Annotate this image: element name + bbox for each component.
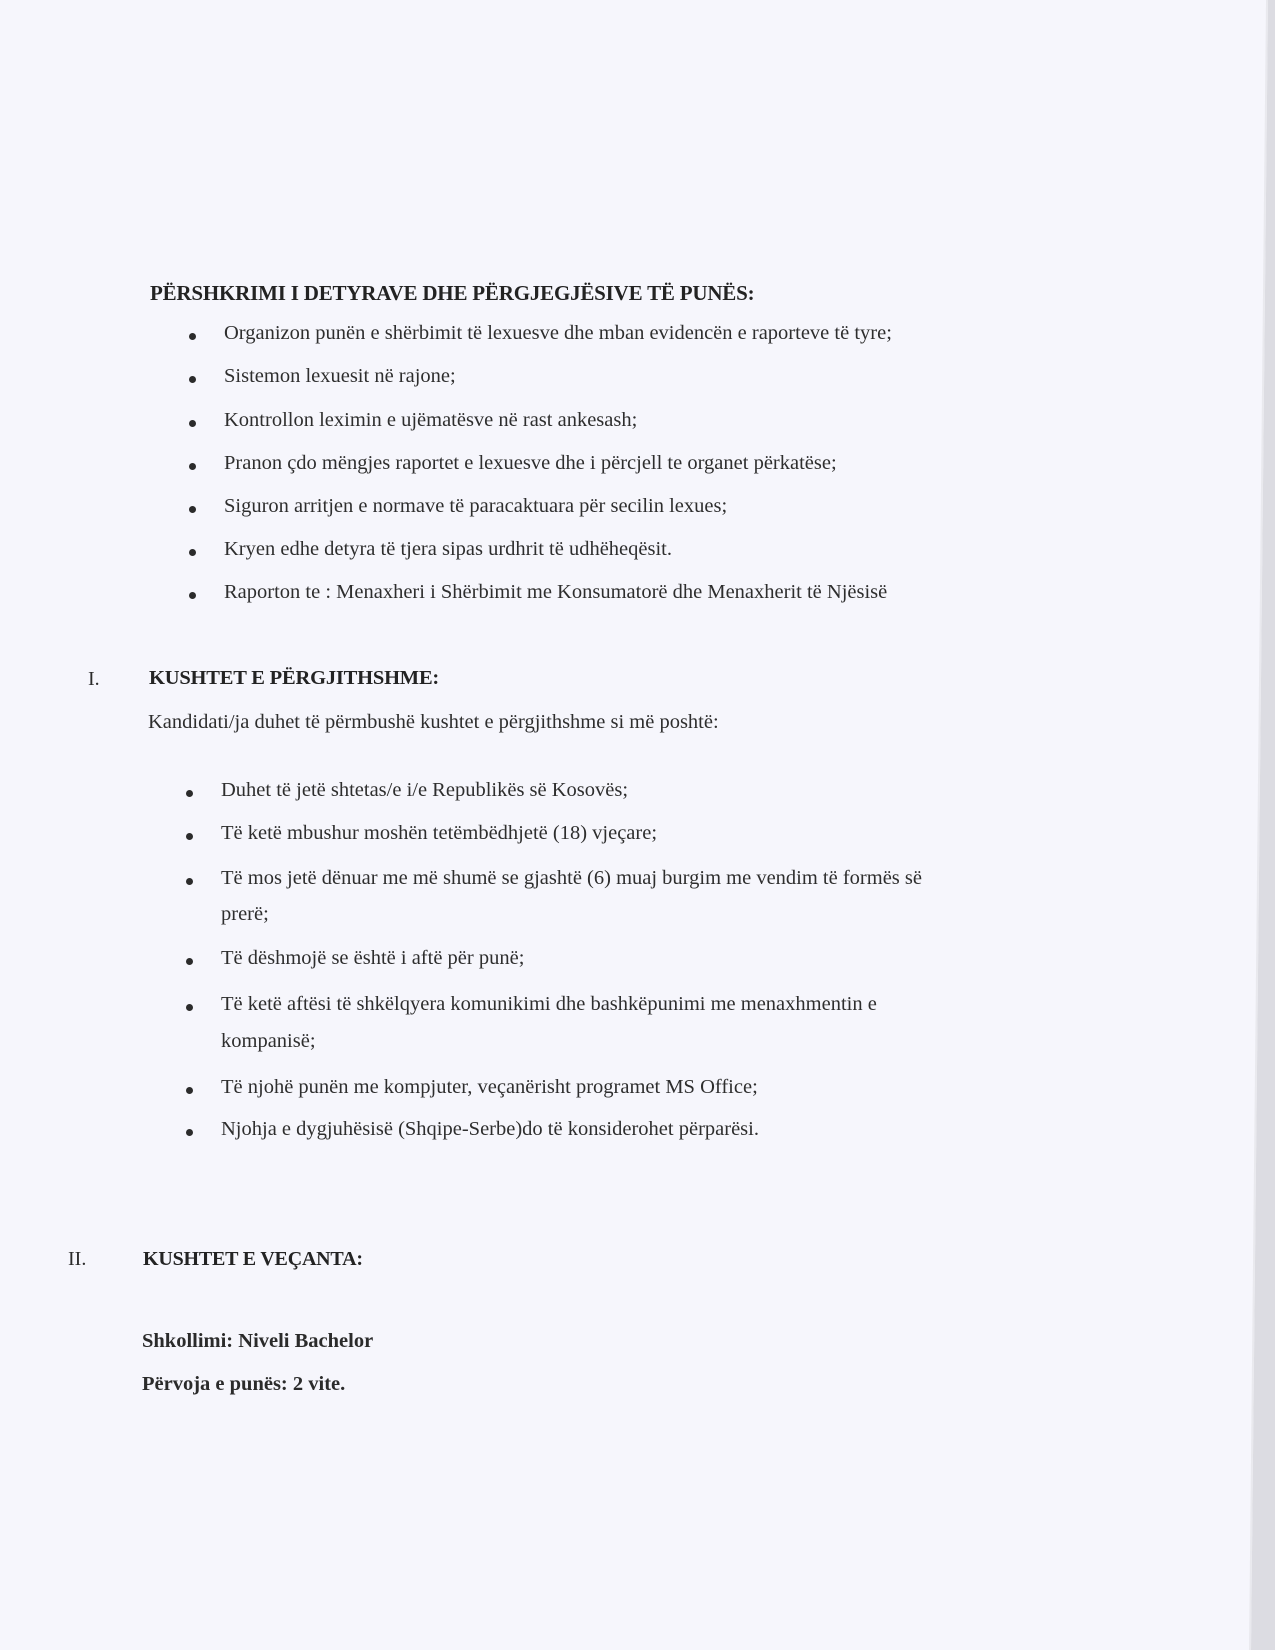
section-numeral: II. [68, 1248, 87, 1270]
list-item-text: Siguron arritjen e normave të paracaktuara për secilin lexues; [224, 495, 728, 517]
bullet-icon [186, 833, 193, 840]
list-item-text: Të ketë aftësi të shkëlqyera komunikimi dhe bashkëpunimi me menaxhmentin e [221, 993, 877, 1015]
list-item-text: Të ketë mbushur moshën tetëmbëdhjetë (18) vjeçare; [221, 822, 658, 844]
bullet-icon [186, 958, 193, 965]
bullet-icon [189, 592, 196, 599]
bullet-icon [186, 1087, 193, 1094]
list-item-text: Të mos jetë dënuar me më shumë se gjashtë (6) muaj burgim me vendim të formës së [221, 867, 922, 889]
general-conditions-heading: KUSHTET E PËRGJITHSHME: [149, 667, 440, 689]
bullet-icon [186, 1004, 193, 1011]
list-item-text: Njohja e dygjuhësisë (Shqipe-Serbe)do të konsiderohet përparësi. [221, 1118, 759, 1140]
list-item-text: Raporton te : Menaxheri i Shërbimit me Konsumatorë dhe Menaxherit të Njësisë [224, 581, 888, 603]
bullet-icon [186, 790, 193, 797]
education-requirement: Shkollimi: Niveli Bachelor [142, 1330, 374, 1352]
bullet-icon [189, 420, 196, 427]
bullet-icon [189, 463, 196, 470]
list-item-text: Kontrollon leximin e ujëmatësve në rast ankesash; [224, 409, 638, 431]
bullet-icon [189, 549, 196, 556]
general-conditions-intro: Kandidati/ja duhet të përmbushë kushtet e përgjithshme si më poshtë: [148, 711, 719, 733]
list-item-text: Të njohë punën me kompjuter, veçanërisht programet MS Office; [221, 1076, 758, 1098]
bullet-icon [189, 333, 196, 340]
list-item-text: Duhet të jetë shtetas/e i/e Republikës së Kosovës; [221, 779, 629, 801]
list-item-text-continued: prerë; [221, 903, 269, 925]
bullet-icon [189, 506, 196, 513]
experience-requirement: Përvoja e punës: 2 vite. [142, 1373, 346, 1395]
list-item-text-continued: kompanisë; [221, 1030, 316, 1052]
bullet-icon [186, 878, 193, 885]
list-item-text: Të dëshmojë se është i aftë për punë; [221, 947, 525, 969]
list-item-text: Organizon punën e shërbimit të lexuesve dhe mban evidencën e raporteve të tyre; [224, 322, 892, 344]
bullet-icon [186, 1129, 193, 1136]
special-conditions-heading: KUSHTET E VEÇANTA: [143, 1248, 363, 1270]
bullet-icon [189, 376, 196, 383]
list-item-text: Sistemon lexuesit në rajone; [224, 365, 456, 387]
list-item-text: Kryen edhe detyra të tjera sipas urdhrit të udhëheqësit. [224, 538, 672, 560]
section-numeral: I. [88, 668, 100, 690]
list-item-text: Pranon çdo mëngjes raportet e lexuesve dhe i përcjell te organet përkatëse; [224, 452, 837, 474]
duties-heading: PËRSHKRIMI I DETYRAVE DHE PËRGJEGJËSIVE TË PUNËS: [150, 281, 755, 305]
